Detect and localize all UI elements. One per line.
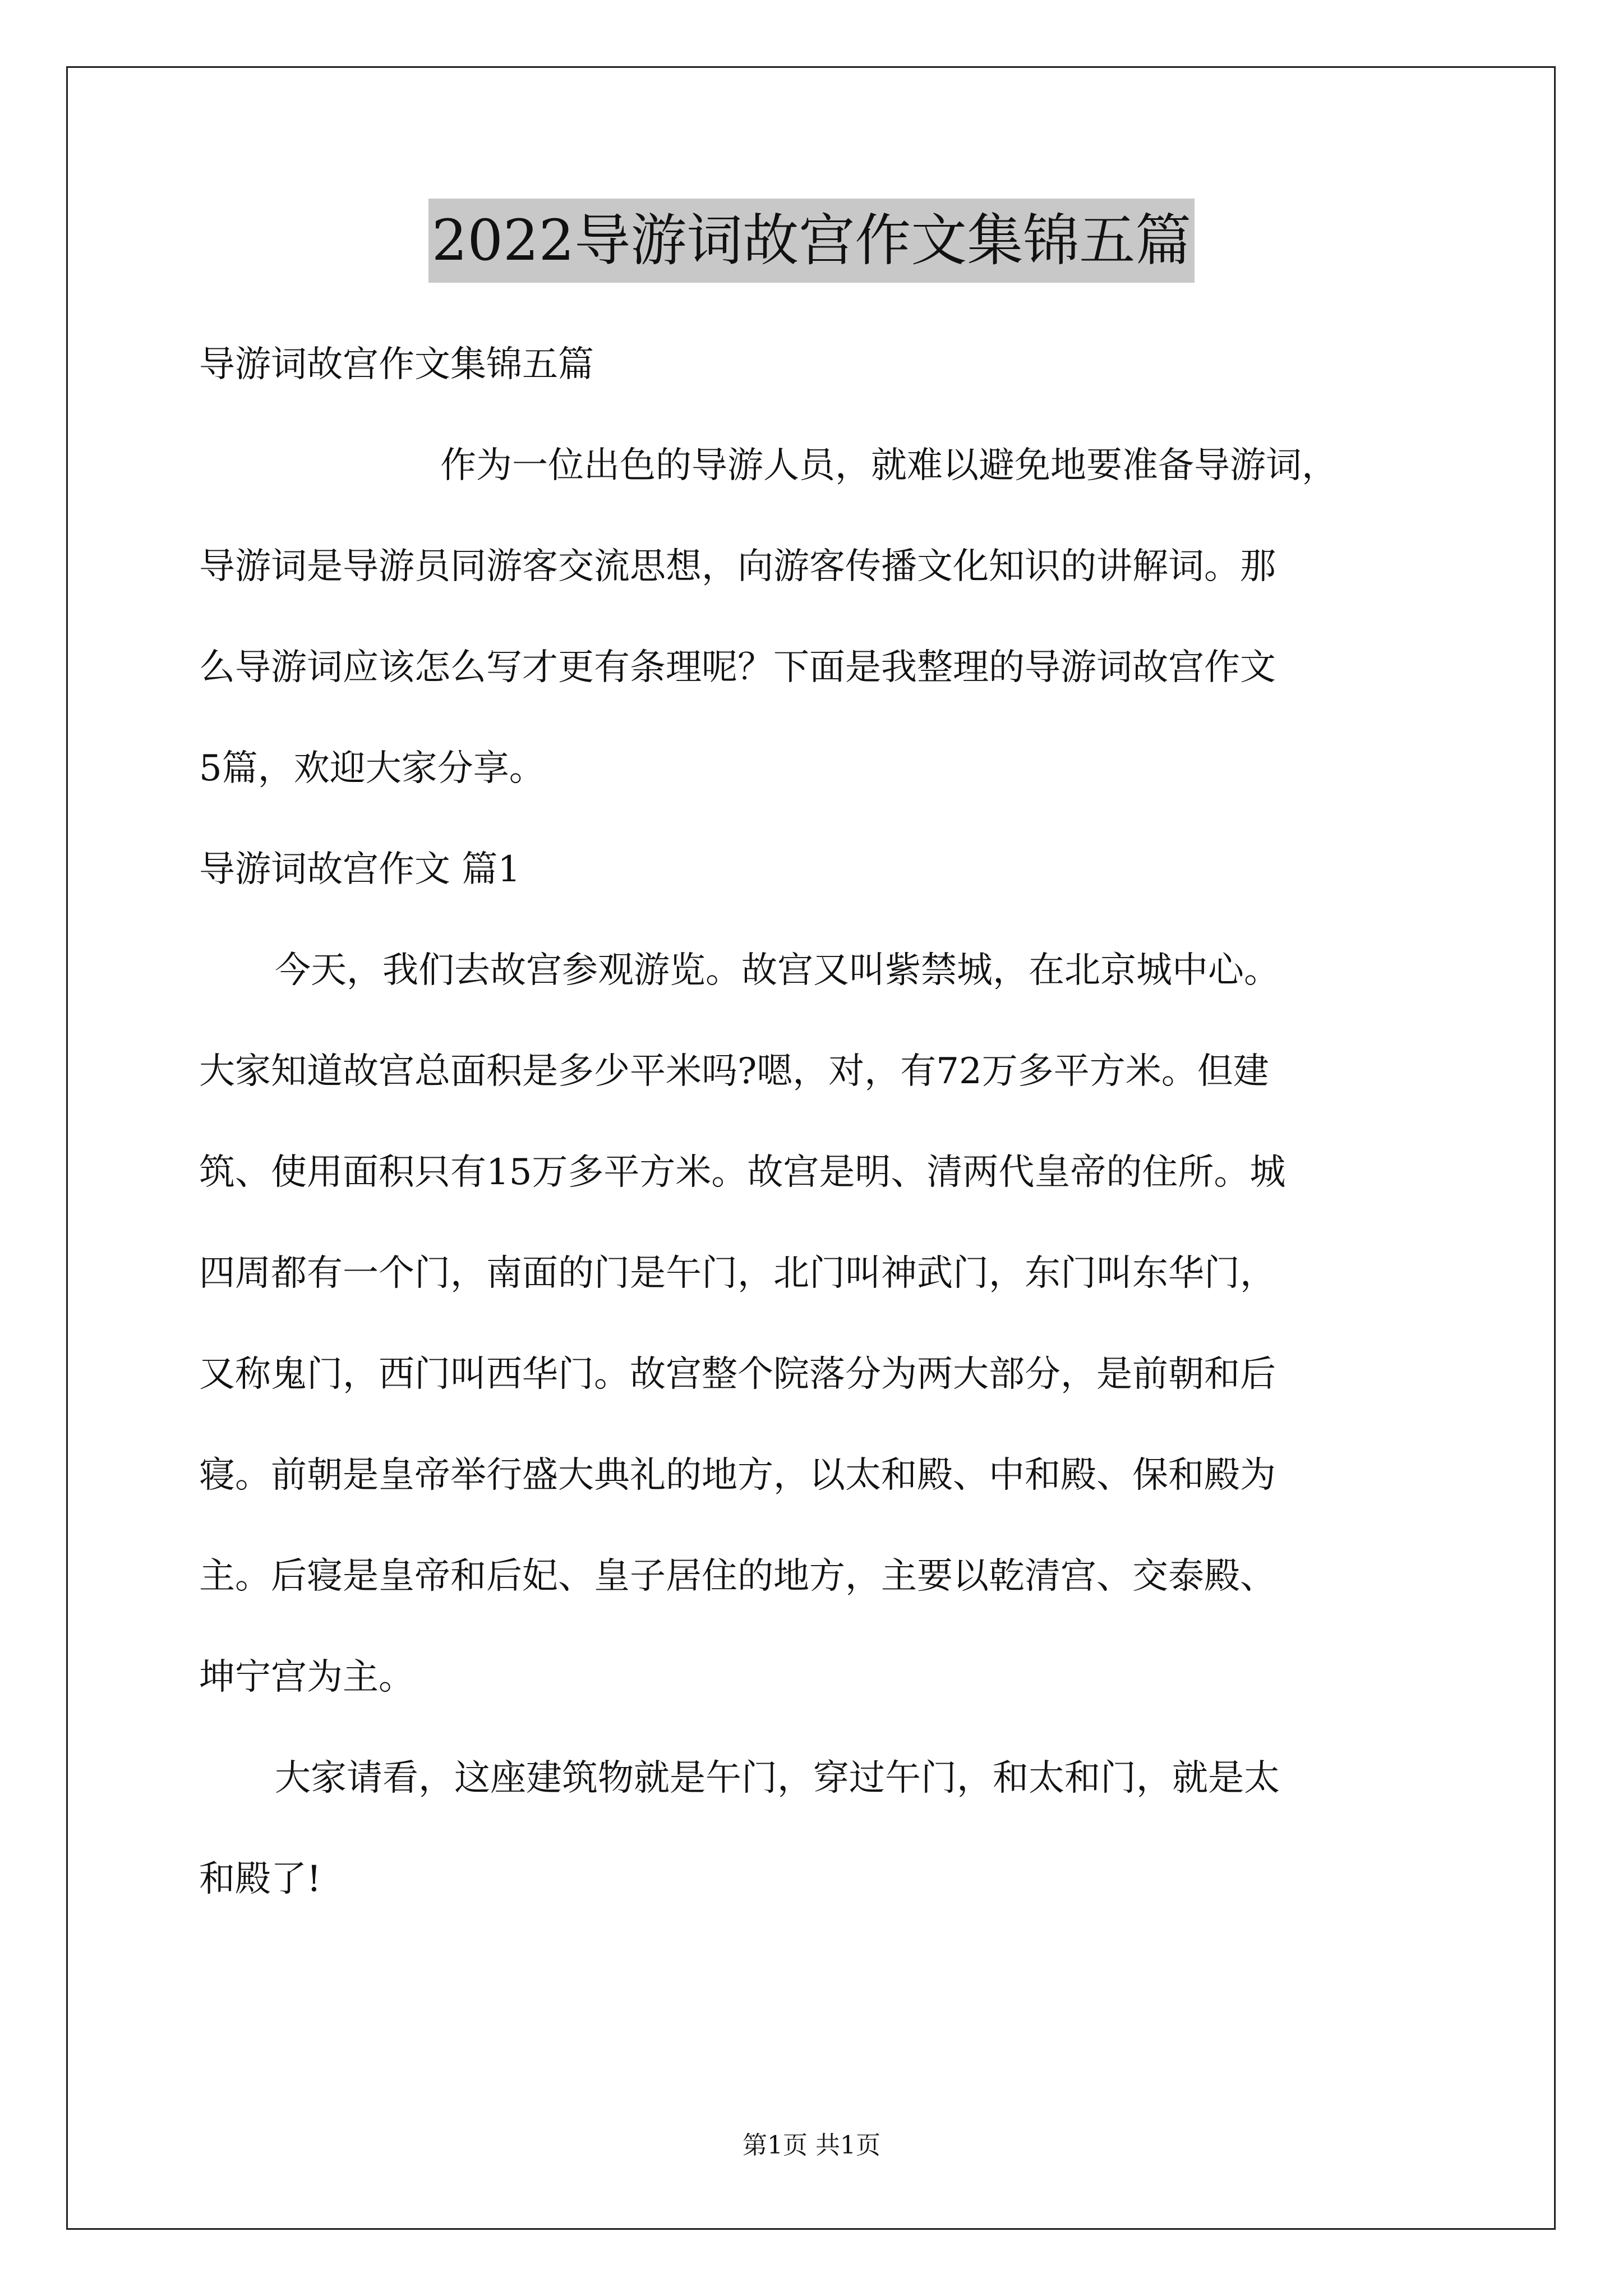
document-body xyxy=(199,314,1430,1930)
paragraph-line: 又称鬼门，西门叫西华门。故宫整个院落分为两大部分，是前朝和后 xyxy=(199,1354,1276,1395)
paragraph-line: 坤宁宫为主。 xyxy=(199,1657,414,1698)
paragraph-line: 筑、使用面积只有15万多平方米。故宫是明、清两代皇帝的住所。城 xyxy=(199,1152,1286,1193)
paragraph-line: 寝。前朝是皇帝举行盛大典礼的地方，以太和殿、中和殿、保和殿为 xyxy=(199,1455,1276,1496)
paragraph-line: 今天，我们去故宫参观游览。故宫又叫紫禁城，在北京城中心。 xyxy=(275,950,1280,991)
intro-line: 么导游词应该怎么写才更有条理呢？下面是我整理的导游词故宫作文 xyxy=(199,647,1276,688)
document-title: 2022导游词故宫作文集锦五篇 xyxy=(428,199,1195,283)
paragraph-line: 四周都有一个门，南面的门是午门，北门叫神武门，东门叫东华门， xyxy=(199,1253,1276,1294)
page-footer: 第1页 共1页 xyxy=(743,2131,880,2160)
paragraph-line: 和殿了! xyxy=(199,1858,321,1900)
title-block xyxy=(0,199,1623,283)
paragraph-line: 大家知道故宫总面积是多少平米吗?嗯，对，有72万多平方米。但建 xyxy=(199,1051,1269,1092)
paragraph-line: 主。后寝是皇帝和后妃、皇子居住的地方，主要以乾清宫、交泰殿、 xyxy=(199,1556,1276,1597)
paragraph-line: 大家请看，这座建筑物就是午门，穿过午门，和太和门，就是太 xyxy=(275,1757,1280,1799)
intro-line: 导游词是导游员同游客交流思想，向游客传播文化知识的讲解词。那 xyxy=(199,546,1276,587)
intro-line: 作为一位出色的导游人员，就难以避免地要准备导游词， xyxy=(440,445,1338,486)
section-heading: 导游词故宫作文 篇1 xyxy=(199,849,521,890)
intro-line: 5篇，欢迎大家分享。 xyxy=(199,748,545,789)
document-subtitle: 导游词故宫作文集锦五篇 xyxy=(199,344,594,385)
